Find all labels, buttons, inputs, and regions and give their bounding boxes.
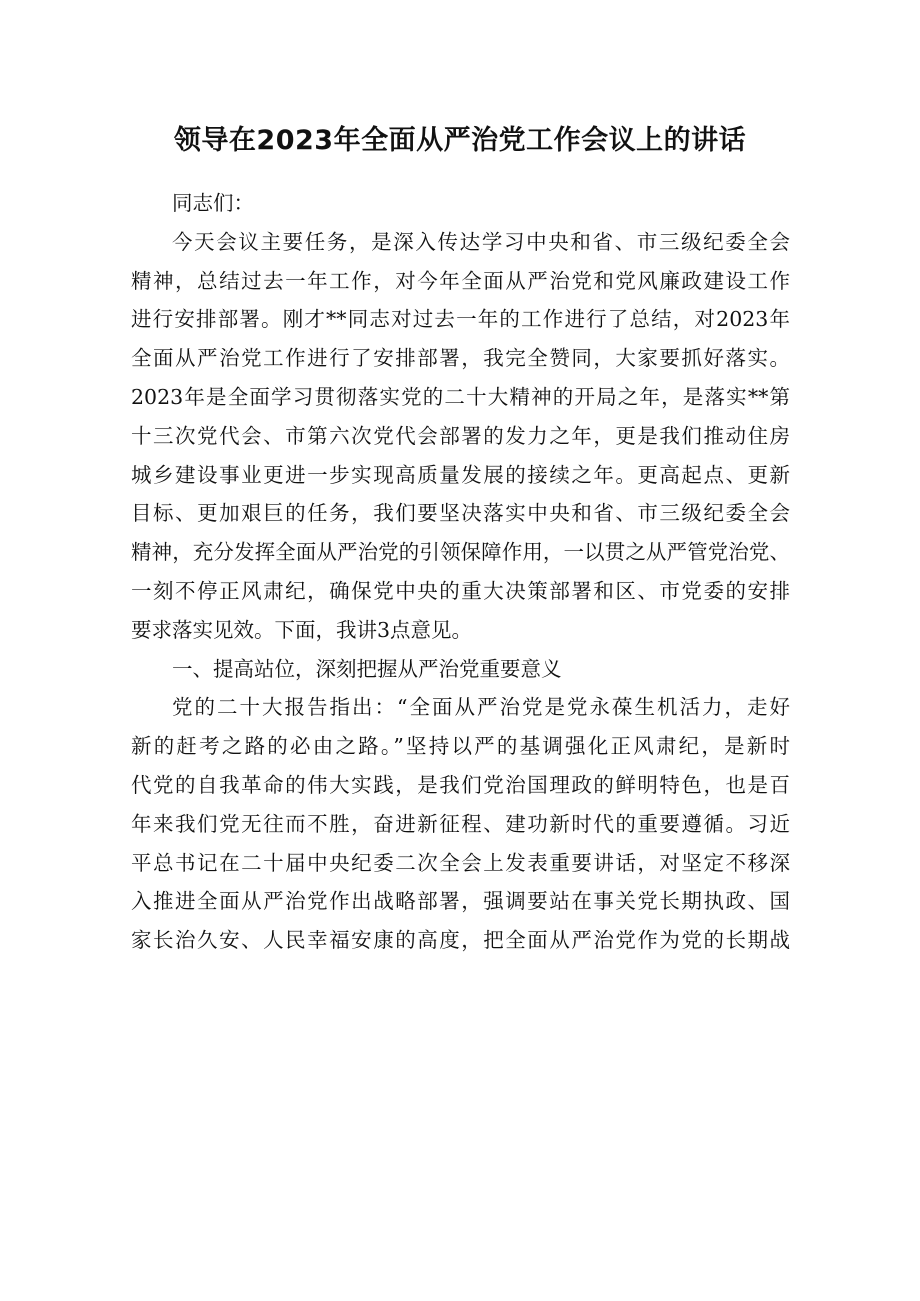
paragraph-line: 进行安排部署。刚才**同志对过去一年的工作进行了总结，对2023年 [131, 307, 790, 332]
paragraph-line: 今天会议主要任务，是深入传达学习中央和省、市三级纪委全会 [172, 229, 790, 254]
paragraph-line: 要求落实见效。下面，我讲3点意见。 [131, 617, 473, 642]
paragraph-line: 精神，总结过去一年工作，对今年全面从严治党和党风廉政建设工作 [131, 268, 790, 293]
paragraph-line: 全面从严治党工作进行了安排部署，我完全赞同，大家要抓好落实。 [131, 346, 790, 371]
paragraph-line: 十三次党代会、市第六次党代会部署的发力之年，更是我们推动住房 [131, 423, 790, 448]
paragraph-line: 目标、更加艰巨的任务，我们要坚决落实中央和省、市三级纪委全会 [131, 501, 790, 526]
paragraph-line: 年来我们党无往而不胜，奋进新征程、建功新时代的重要遵循。习近 [131, 811, 790, 836]
paragraph-line: 入推进全面从严治党作出战略部署，强调要站在事关党长期执政、国 [131, 889, 790, 914]
paragraph-line: 平总书记在二十届中央纪委二次全会上发表重要讲话，对坚定不移深 [131, 850, 790, 875]
paragraph-line: 精神，充分发挥全面从严治党的引领保障作用，一以贯之从严管党治党、 [131, 540, 790, 565]
paragraph-line: 家长治久安、人民幸福安康的高度，把全面从严治党作为党的长期战 [131, 928, 790, 953]
section-heading: 一、提高站位，深刻把握从严治党重要意义 [172, 656, 562, 681]
paragraph-line: 党的二十大报告指出：“全面从严治党是党永葆生机活力，走好 [172, 695, 790, 720]
paragraph-line: 2023年是全面学习贯彻落实党的二十大精神的开局之年，是落实**第 [131, 384, 790, 409]
paragraph-line: 新的赶考之路的必由之路。”坚持以严的基调强化正风肃纪，是新时 [131, 734, 790, 759]
paragraph-line: 城乡建设事业更进一步实现高质量发展的接续之年。更高起点、更新 [131, 462, 790, 487]
paragraph-line: 代党的自我革命的伟大实践，是我们党治国理政的鲜明特色，也是百 [131, 772, 790, 797]
salutation-line: 同志们： [172, 191, 254, 215]
document-body [131, 184, 790, 960]
paragraph-line: 一刻不停正风肃纪，确保党中央的重大决策部署和区、市党委的安排 [131, 578, 790, 603]
document-title: 领导在2023年全面从严治党工作会议上的讲话 [173, 125, 747, 156]
